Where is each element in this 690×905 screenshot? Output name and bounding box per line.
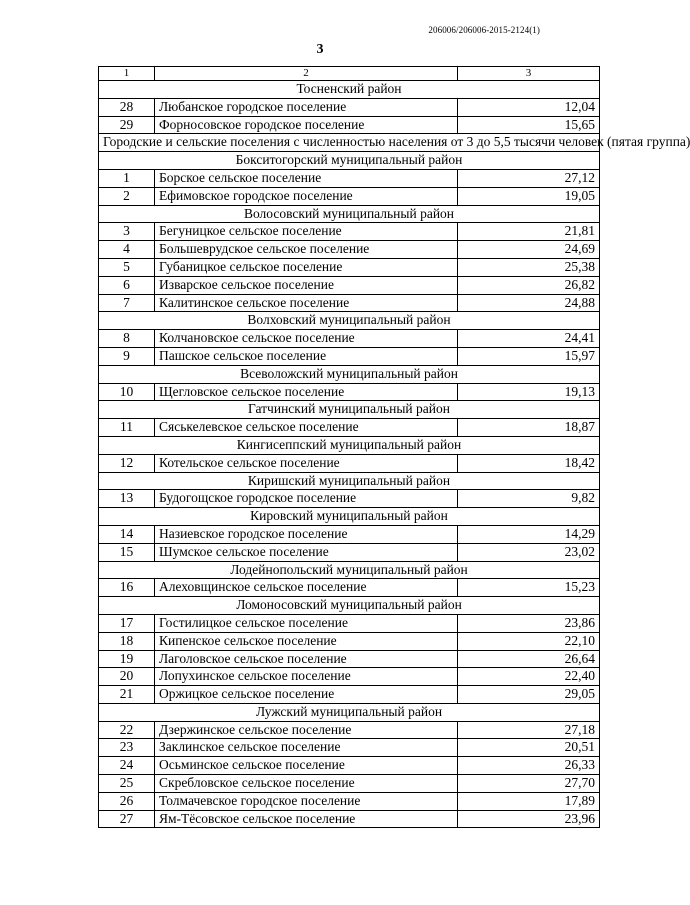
table-row <box>99 187 600 205</box>
row-number: 10 <box>99 383 155 401</box>
row-value: 23,02 <box>458 543 600 561</box>
row-number: 12 <box>99 454 155 472</box>
table-row <box>99 686 600 704</box>
row-number: 15 <box>99 543 155 561</box>
row-number: 27 <box>99 810 155 828</box>
settlement-name: Осьминское сельское поселение <box>155 757 458 775</box>
district-heading: Бокситогорский муниципальный район <box>99 152 600 170</box>
settlement-name: Калитинское сельское поселение <box>155 294 458 312</box>
row-number: 28 <box>99 98 155 116</box>
row-number: 23 <box>99 739 155 757</box>
row-number: 3 <box>99 223 155 241</box>
settlement-name: Борское сельское поселение <box>155 169 458 187</box>
settlement-name: Форносовское городское поселение <box>155 116 458 134</box>
row-value: 17,89 <box>458 792 600 810</box>
row-value: 25,38 <box>458 258 600 276</box>
row-number: 24 <box>99 757 155 775</box>
district-heading: Тосненский район <box>99 81 600 99</box>
row-value: 19,13 <box>458 383 600 401</box>
group-heading-row <box>99 134 600 152</box>
row-number: 26 <box>99 792 155 810</box>
table-row <box>99 721 600 739</box>
district-heading-row <box>99 703 600 721</box>
row-number: 11 <box>99 419 155 437</box>
table-row <box>99 650 600 668</box>
district-heading: Всеволожский муниципальный район <box>99 365 600 383</box>
settlement-name: Лопухинское сельское поселение <box>155 668 458 686</box>
table-row <box>99 490 600 508</box>
district-heading: Кировский муниципальный район <box>99 508 600 526</box>
settlement-name: Сяськелевское сельское поселение <box>155 419 458 437</box>
row-value: 26,33 <box>458 757 600 775</box>
header-col-number: 1 <box>99 67 155 81</box>
row-number: 22 <box>99 721 155 739</box>
table-row <box>99 116 600 134</box>
table-row <box>99 525 600 543</box>
row-number: 16 <box>99 579 155 597</box>
row-value: 22,40 <box>458 668 600 686</box>
table-row <box>99 454 600 472</box>
table-row <box>99 614 600 632</box>
row-value: 14,29 <box>458 525 600 543</box>
row-value: 22,10 <box>458 632 600 650</box>
table-row <box>99 419 600 437</box>
settlements-table <box>98 66 690 828</box>
district-heading-row <box>99 401 600 419</box>
row-value: 19,05 <box>458 187 600 205</box>
row-value: 26,64 <box>458 650 600 668</box>
row-value: 27,70 <box>458 775 600 793</box>
row-value: 18,87 <box>458 419 600 437</box>
district-heading-row <box>99 508 600 526</box>
row-value: 23,96 <box>458 810 600 828</box>
header-col-name: 2 <box>155 67 458 81</box>
row-number: 14 <box>99 525 155 543</box>
row-value: 24,41 <box>458 330 600 348</box>
table-row <box>99 223 600 241</box>
row-number: 13 <box>99 490 155 508</box>
settlement-name: Гостилицкое сельское поселение <box>155 614 458 632</box>
settlement-name: Будогощское городское поселение <box>155 490 458 508</box>
row-number: 8 <box>99 330 155 348</box>
settlement-name: Пашское сельское поселение <box>155 347 458 365</box>
row-value: 23,86 <box>458 614 600 632</box>
row-number: 25 <box>99 775 155 793</box>
row-number: 17 <box>99 614 155 632</box>
row-value: 12,04 <box>458 98 600 116</box>
district-heading: Гатчинский муниципальный район <box>99 401 600 419</box>
row-value: 29,05 <box>458 686 600 704</box>
district-heading-row <box>99 81 600 99</box>
row-value: 20,51 <box>458 739 600 757</box>
district-heading: Лужский муниципальный район <box>99 703 600 721</box>
settlement-name: Оржицкое сельское поселение <box>155 686 458 704</box>
settlement-name: Лаголовское сельское поселение <box>155 650 458 668</box>
document-id: 206006/206006-2015-2124(1) <box>428 25 540 35</box>
row-value: 24,88 <box>458 294 600 312</box>
table-row <box>99 276 600 294</box>
table-row <box>99 383 600 401</box>
table-row <box>99 543 600 561</box>
row-number: 20 <box>99 668 155 686</box>
table-row <box>99 258 600 276</box>
table-row <box>99 792 600 810</box>
table-row <box>99 347 600 365</box>
row-value: 27,12 <box>458 169 600 187</box>
table-row <box>99 579 600 597</box>
settlement-name: Котельское сельское поселение <box>155 454 458 472</box>
settlement-name: Скребловское сельское поселение <box>155 775 458 793</box>
district-heading-row <box>99 205 600 223</box>
district-heading: Ломоносовский муниципальный район <box>99 597 600 615</box>
settlement-name: Щегловское сельское поселение <box>155 383 458 401</box>
settlement-name: Большеврудское сельское поселение <box>155 241 458 259</box>
row-number: 7 <box>99 294 155 312</box>
settlement-name: Назиевское городское поселение <box>155 525 458 543</box>
table-row <box>99 775 600 793</box>
row-value: 18,42 <box>458 454 600 472</box>
row-value: 9,82 <box>458 490 600 508</box>
settlement-name: Любанское городское поселение <box>155 98 458 116</box>
table-row <box>99 632 600 650</box>
row-value: 21,81 <box>458 223 600 241</box>
table-header-row <box>99 67 600 81</box>
table-row <box>99 757 600 775</box>
row-number: 18 <box>99 632 155 650</box>
district-heading-row <box>99 312 600 330</box>
row-value: 15,65 <box>458 116 600 134</box>
row-value: 15,97 <box>458 347 600 365</box>
row-number: 21 <box>99 686 155 704</box>
settlement-name: Губаницкое сельское поселение <box>155 258 458 276</box>
row-number: 5 <box>99 258 155 276</box>
table-row <box>99 294 600 312</box>
row-number: 29 <box>99 116 155 134</box>
row-number: 19 <box>99 650 155 668</box>
settlement-name: Дзержинское сельское поселение <box>155 721 458 739</box>
settlement-name: Шумское сельское поселение <box>155 543 458 561</box>
table-body <box>99 67 690 828</box>
row-value: 15,23 <box>458 579 600 597</box>
district-heading-row <box>99 436 600 454</box>
settlement-name: Толмачевское городское поселение <box>155 792 458 810</box>
row-number: 4 <box>99 241 155 259</box>
table-row <box>99 668 600 686</box>
district-heading-row <box>99 561 600 579</box>
row-number: 1 <box>99 169 155 187</box>
district-heading: Киришский муниципальный район <box>99 472 600 490</box>
row-number: 2 <box>99 187 155 205</box>
district-heading: Кингисеппский муниципальный район <box>99 436 600 454</box>
row-value: 27,18 <box>458 721 600 739</box>
settlement-name: Бегуницкое сельское поселение <box>155 223 458 241</box>
row-number: 6 <box>99 276 155 294</box>
header-col-value: 3 <box>458 67 600 81</box>
settlement-name: Ям-Тёсовское сельское поселение <box>155 810 458 828</box>
group-heading: Городские и сельские поселения с численностью населения от 3 до 5,5 тысячи человек (пятая группа) <box>99 134 600 152</box>
table-row <box>99 810 600 828</box>
district-heading: Лодейнопольский муниципальный район <box>99 561 600 579</box>
district-heading-row <box>99 365 600 383</box>
table-row <box>99 98 600 116</box>
district-heading-row <box>99 152 600 170</box>
table-row <box>99 241 600 259</box>
row-value: 26,82 <box>458 276 600 294</box>
district-heading: Волосовский муниципальный район <box>99 205 600 223</box>
settlement-name: Изварское сельское поселение <box>155 276 458 294</box>
settlement-name: Колчановское сельское поселение <box>155 330 458 348</box>
district-heading: Волховский муниципальный район <box>99 312 600 330</box>
settlement-name: Алеховщинское сельское поселение <box>155 579 458 597</box>
settlement-name: Заклинское сельское поселение <box>155 739 458 757</box>
table-row <box>99 330 600 348</box>
page-number: 3 <box>316 42 324 57</box>
district-heading-row <box>99 472 600 490</box>
settlement-name: Ефимовское городское поселение <box>155 187 458 205</box>
table-row <box>99 739 600 757</box>
row-number: 9 <box>99 347 155 365</box>
table-row <box>99 169 600 187</box>
row-value: 24,69 <box>458 241 600 259</box>
district-heading-row <box>99 597 600 615</box>
settlement-name: Кипенское сельское поселение <box>155 632 458 650</box>
